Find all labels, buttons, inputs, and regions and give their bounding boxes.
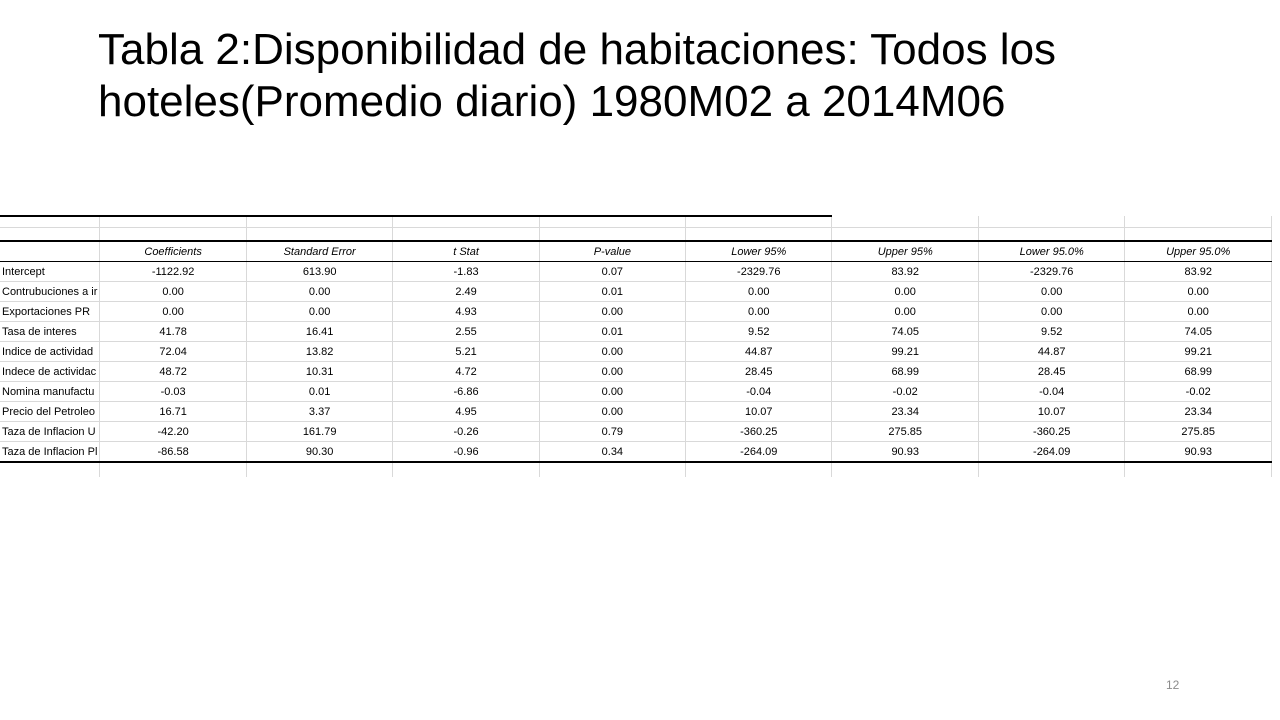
column-header: Upper 95.0% bbox=[1125, 241, 1272, 262]
table-cell: 0.00 bbox=[1125, 302, 1272, 322]
table-cell: 74.05 bbox=[832, 322, 978, 342]
table-cell: 74.05 bbox=[1125, 322, 1272, 342]
table-cell: 28.45 bbox=[686, 362, 832, 382]
blank-cell bbox=[100, 462, 246, 477]
column-header: Upper 95% bbox=[832, 241, 978, 262]
header-row bbox=[0, 241, 1272, 262]
table-cell: 9.52 bbox=[978, 322, 1125, 342]
table-cell: -86.58 bbox=[100, 442, 246, 463]
table-cell: 0.00 bbox=[978, 282, 1125, 302]
table-cell: 4.95 bbox=[393, 402, 539, 422]
table-cell: 90.93 bbox=[832, 442, 978, 463]
blank-cell bbox=[832, 462, 978, 477]
row-label: Exportaciones PR bbox=[0, 302, 100, 322]
row-label: Indece de actividac bbox=[0, 362, 100, 382]
table-cell: -360.25 bbox=[686, 422, 832, 442]
blank-cell bbox=[0, 462, 100, 477]
table-cell: 44.87 bbox=[686, 342, 832, 362]
blank-cell bbox=[1125, 462, 1272, 477]
blank-cell bbox=[246, 462, 393, 477]
row-label: Tasa de interes bbox=[0, 322, 100, 342]
table-cell: -0.04 bbox=[686, 382, 832, 402]
table-cell: 0.00 bbox=[100, 302, 246, 322]
table-cell: 41.78 bbox=[100, 322, 246, 342]
table-cell: 48.72 bbox=[100, 362, 246, 382]
table-cell: 0.79 bbox=[539, 422, 685, 442]
table-cell: 9.52 bbox=[686, 322, 832, 342]
table-cell: 90.30 bbox=[246, 442, 393, 463]
table-cell: -2329.76 bbox=[686, 262, 832, 282]
table-cell: 13.82 bbox=[246, 342, 393, 362]
table-cell: -264.09 bbox=[686, 442, 832, 463]
table-row bbox=[0, 382, 1272, 402]
table-cell: 83.92 bbox=[832, 262, 978, 282]
row-label: Precio del Petroleo bbox=[0, 402, 100, 422]
table-cell: 0.01 bbox=[539, 322, 685, 342]
table-cell: 0.00 bbox=[832, 302, 978, 322]
table-cell: 23.34 bbox=[832, 402, 978, 422]
table-cell: -1.83 bbox=[393, 262, 539, 282]
table-cell: 4.93 bbox=[393, 302, 539, 322]
column-header: Coefficients bbox=[100, 241, 246, 262]
table-cell: 0.00 bbox=[539, 362, 685, 382]
table-cell: 0.00 bbox=[686, 302, 832, 322]
table-cell: 0.00 bbox=[246, 282, 393, 302]
table-cell: 0.01 bbox=[539, 282, 685, 302]
table-cell: 83.92 bbox=[1125, 262, 1272, 282]
table-row bbox=[0, 322, 1272, 342]
row-label: Taza de Inflacion Pl bbox=[0, 442, 100, 463]
table-cell: -0.96 bbox=[393, 442, 539, 463]
table-cell: -0.04 bbox=[978, 382, 1125, 402]
table-row bbox=[0, 302, 1272, 322]
table-row bbox=[0, 442, 1272, 463]
column-header: t Stat bbox=[393, 241, 539, 262]
table-cell: -2329.76 bbox=[978, 262, 1125, 282]
table-cell: 16.41 bbox=[246, 322, 393, 342]
column-header: Lower 95% bbox=[686, 241, 832, 262]
table-cell: 3.37 bbox=[246, 402, 393, 422]
table-cell: -1122.92 bbox=[100, 262, 246, 282]
table-cell: -0.02 bbox=[1125, 382, 1272, 402]
table-row bbox=[0, 342, 1272, 362]
table-cell: 0.00 bbox=[978, 302, 1125, 322]
table-cell: 28.45 bbox=[978, 362, 1125, 382]
table-cell: -6.86 bbox=[393, 382, 539, 402]
blank-cell bbox=[686, 462, 832, 477]
table-cell: 0.00 bbox=[539, 342, 685, 362]
row-label: Nomina manufactu bbox=[0, 382, 100, 402]
table-cell: 0.07 bbox=[539, 262, 685, 282]
table-cell: 0.01 bbox=[246, 382, 393, 402]
table-cell: 0.00 bbox=[686, 282, 832, 302]
column-header: Standard Error bbox=[246, 241, 393, 262]
table-cell: 44.87 bbox=[978, 342, 1125, 362]
table-cell: 2.55 bbox=[393, 322, 539, 342]
table-body bbox=[0, 216, 1272, 477]
table-cell: 0.00 bbox=[539, 382, 685, 402]
table-cell: 0.00 bbox=[1125, 282, 1272, 302]
table-cell: 0.00 bbox=[246, 302, 393, 322]
table-cell: 10.07 bbox=[686, 402, 832, 422]
slide-title: Tabla 2:Disponibilidad de habitaciones: Todos los hoteles(Promedio diario) 1980M02 a 2014M06 bbox=[98, 25, 1057, 126]
table-cell: 275.85 bbox=[832, 422, 978, 442]
table-cell: 10.07 bbox=[978, 402, 1125, 422]
row-label: Indice de actividad bbox=[0, 342, 100, 362]
table-cell: 5.21 bbox=[393, 342, 539, 362]
table-cell: 68.99 bbox=[1125, 362, 1272, 382]
blank-row bbox=[0, 228, 1272, 242]
table-cell: 2.49 bbox=[393, 282, 539, 302]
table-cell: 0.34 bbox=[539, 442, 685, 463]
table-row bbox=[0, 402, 1272, 422]
table-cell: -0.03 bbox=[100, 382, 246, 402]
table-cell: 0.00 bbox=[832, 282, 978, 302]
table-cell: 0.00 bbox=[100, 282, 246, 302]
table-cell: 16.71 bbox=[100, 402, 246, 422]
table-row bbox=[0, 282, 1272, 302]
table-cell: -360.25 bbox=[978, 422, 1125, 442]
table-cell: -42.20 bbox=[100, 422, 246, 442]
row-label: Taza de Inflacion U bbox=[0, 422, 100, 442]
blank-cell bbox=[539, 462, 685, 477]
regression-table bbox=[0, 215, 1272, 477]
table-cell: -0.26 bbox=[393, 422, 539, 442]
table-cell: 4.72 bbox=[393, 362, 539, 382]
table-cell: 161.79 bbox=[246, 422, 393, 442]
blank-row bbox=[0, 462, 1272, 477]
table-cell: 10.31 bbox=[246, 362, 393, 382]
table-cell: -0.02 bbox=[832, 382, 978, 402]
header-cell-blank bbox=[0, 241, 100, 262]
row-label: Intercept bbox=[0, 262, 100, 282]
blank-cell bbox=[978, 462, 1125, 477]
table-cell: 99.21 bbox=[1125, 342, 1272, 362]
blank-row bbox=[0, 216, 1272, 228]
page-number: 12 bbox=[1166, 678, 1180, 692]
table-cell: 0.00 bbox=[539, 402, 685, 422]
column-header: Lower 95.0% bbox=[978, 241, 1125, 262]
table-cell: 99.21 bbox=[832, 342, 978, 362]
blank-cell bbox=[393, 462, 539, 477]
row-label: Contrubuciones a ir bbox=[0, 282, 100, 302]
table-cell: 68.99 bbox=[832, 362, 978, 382]
table-cell: 613.90 bbox=[246, 262, 393, 282]
table-cell: 275.85 bbox=[1125, 422, 1272, 442]
table-row bbox=[0, 362, 1272, 382]
table-row bbox=[0, 422, 1272, 442]
column-header: P-value bbox=[539, 241, 685, 262]
table-cell: 23.34 bbox=[1125, 402, 1272, 422]
table-cell: 72.04 bbox=[100, 342, 246, 362]
table-cell: 90.93 bbox=[1125, 442, 1272, 463]
table-row bbox=[0, 262, 1272, 282]
regression-table-image bbox=[0, 215, 1272, 475]
table-cell: -264.09 bbox=[978, 442, 1125, 463]
table-cell: 0.00 bbox=[539, 302, 685, 322]
